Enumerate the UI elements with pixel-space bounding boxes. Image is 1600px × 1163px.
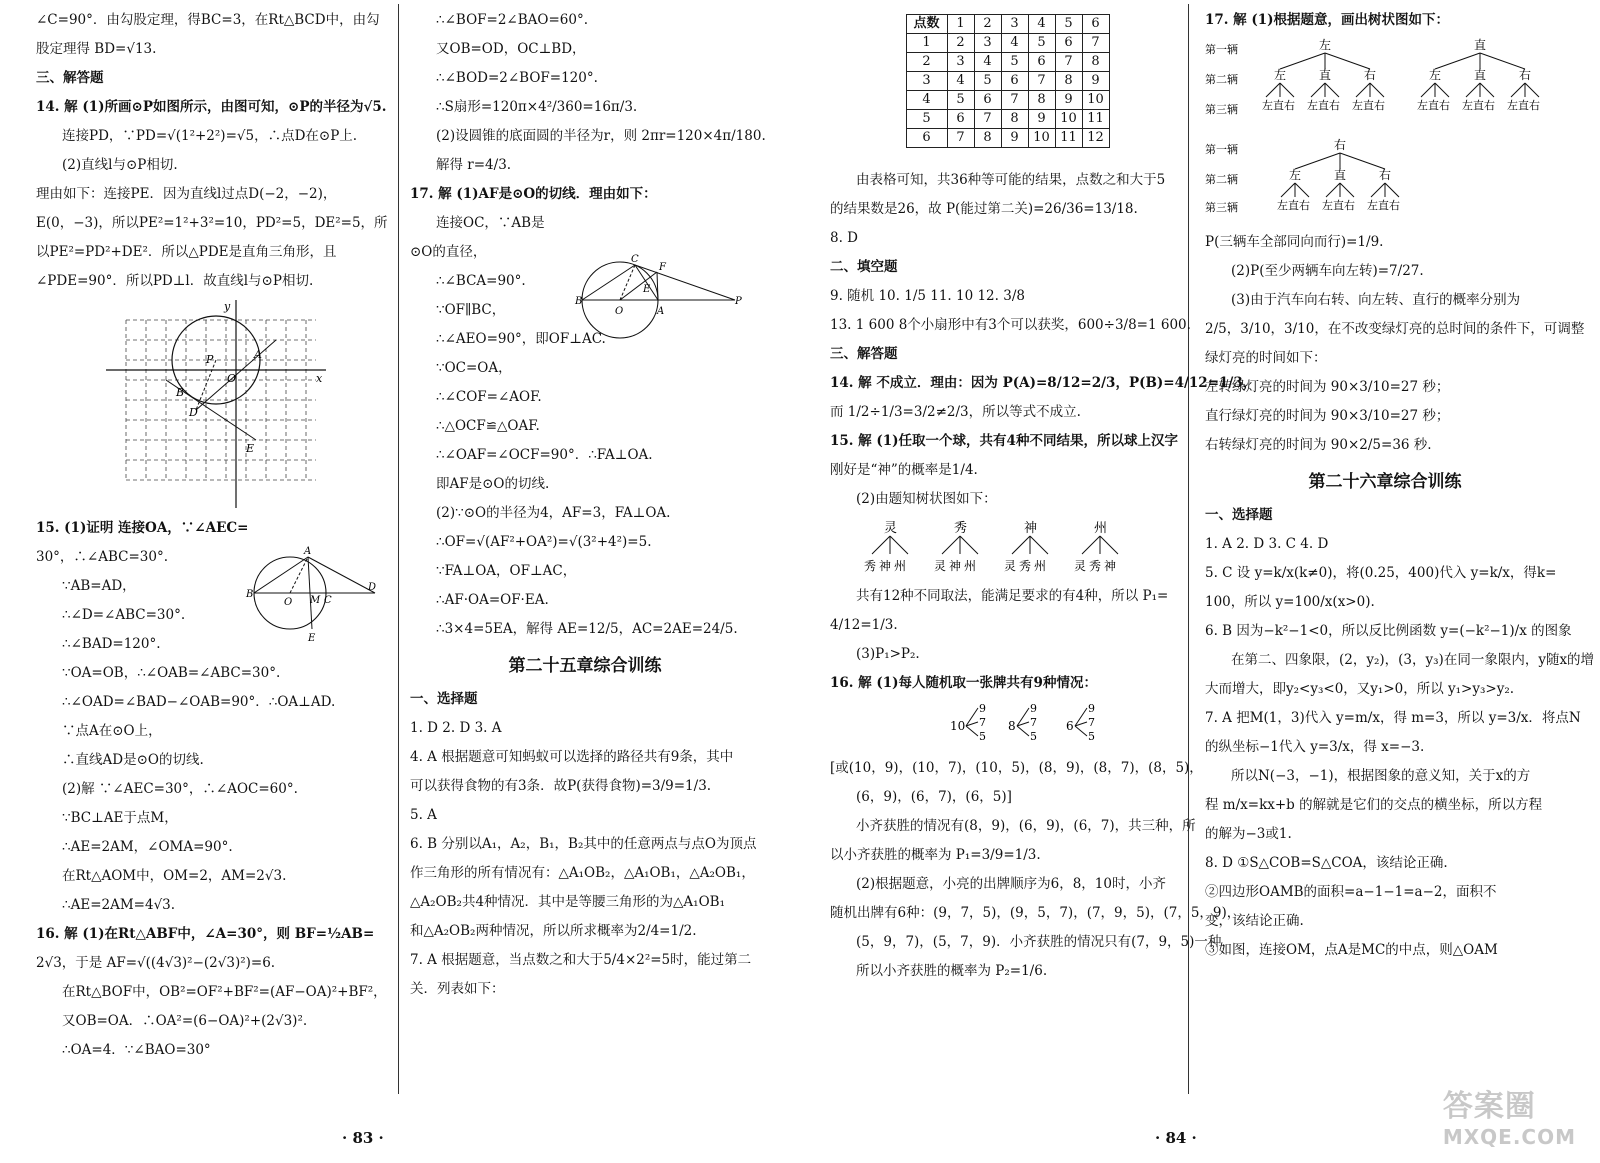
table-cell: 6	[947, 110, 974, 129]
text-line: 可以获得食物的有3条．故P(获得食物)=3/9=1/3.	[410, 778, 712, 794]
table-cell: 10	[1055, 110, 1082, 129]
text-line: 9. 随机 10. 1/5 11. 10 12. 3/8	[830, 288, 1025, 304]
row-label: 第三辆	[1205, 103, 1238, 116]
text-line: 4/12=1/3.	[830, 617, 898, 633]
right-column-2	[1205, 6, 1595, 965]
tree-branch	[942, 536, 960, 554]
text-line: ∴3×4=5EA，解得 AE=12/5，AC=2AE=24/5.	[436, 621, 738, 637]
svg-text:A: A	[254, 348, 262, 361]
table-cell: 11	[1055, 129, 1082, 148]
text-line: ∴∠OAD=∠BAD−∠OAB=90°．∴OA⊥AD.	[62, 694, 336, 710]
fork-branch	[1017, 726, 1029, 736]
text-line: ∴∠AEO=90°，即OF⊥AC.	[436, 331, 606, 347]
tree-branch	[1295, 183, 1309, 197]
figure-15-circle	[240, 545, 380, 645]
text-line: △A₂OB₂共4种情况．其中是等腰三角形的为△A₁OB₁	[410, 894, 725, 910]
tree-branch	[1281, 183, 1295, 197]
svg-text:B: B	[575, 296, 583, 307]
table-cell: 5	[1001, 53, 1028, 72]
text-line: ∵点A在⊙O上，	[62, 723, 162, 739]
svg-text:D: D	[368, 582, 377, 593]
text-line: 的解为−3或1.	[1205, 826, 1292, 842]
text-line: P(三辆车全部同向而行)=1/9.	[1205, 234, 1384, 250]
svg-text:A: A	[657, 306, 665, 317]
text-line: ∴∠COF=∠AOF.	[436, 389, 542, 405]
chapter-26-title: 第二十六章综合训练	[1308, 472, 1462, 492]
table-cell: 3	[906, 72, 947, 91]
tree-diagram-15	[830, 518, 1185, 578]
text-line: 所以小齐获胜的概率为 P₂=1/6.	[856, 963, 1048, 979]
fork-leaf: 9	[979, 702, 986, 715]
text-line: 16. 解 (1)每人随机取一张牌共有9种情况：	[830, 675, 1097, 691]
tree-branch	[1326, 183, 1340, 197]
svg-text:O: O	[284, 597, 293, 608]
svg-text:O: O	[227, 372, 237, 385]
table-cell: 4	[974, 53, 1001, 72]
table-cell: 6	[1028, 53, 1055, 72]
text-line: 的结果数是26，故 P(能过第二关)=26/36=13/18.	[830, 201, 1138, 217]
fork-leaf: 7	[1030, 716, 1037, 729]
text-line: (3)P₁>P₂.	[856, 646, 920, 662]
table-cell: 8	[1082, 53, 1109, 72]
table-cell: 3	[947, 53, 974, 72]
text-line: ∵AB=AD，	[62, 578, 136, 594]
fork-leaf: 9	[1088, 702, 1095, 715]
tree-node: 右	[1519, 68, 1532, 82]
text-line: 又OB=OD，OC⊥BD，	[436, 41, 586, 57]
text-line: 连接OC，∵AB是	[436, 215, 545, 231]
text-line: ∴AE=2AM=4√3.	[62, 897, 176, 913]
table-header-cell: 1	[947, 15, 974, 34]
table-cell: 2	[947, 34, 974, 53]
text-line: 三、解答题	[36, 70, 104, 86]
tree-leaves: 左直右	[1307, 99, 1340, 112]
text-line: 连接PD，∵PD=√(1²+2²)=√5，∴点D在⊙P上.	[62, 128, 358, 144]
tree-node: 神	[1024, 521, 1038, 536]
text-line: (2)根据题意，小亮的出牌顺序为6，8，10时，小齐	[856, 876, 1166, 892]
text-line: ∴△OCF≌△OAF.	[436, 418, 540, 434]
tree-branch	[1295, 153, 1340, 169]
text-line: 随机出牌有6种：(9，7，5)，(9，5，7)，(7，9，5)，(7，5，9)，	[830, 905, 1241, 921]
text-line: 以小齐获胜的概率为 P₁=3/9=1/3.	[830, 847, 1041, 863]
text-line: 16. 解 (1)在Rt△ABF中，∠A=30°，则 BF=½AB=	[36, 926, 375, 942]
fork-leaf: 5	[979, 730, 986, 743]
table-cell: 6	[1055, 34, 1082, 53]
table-cell: 4	[947, 72, 974, 91]
text-line: 又OB=OA．∴OA²=(6−OA)²+(2√3)².	[62, 1013, 308, 1029]
fork-leaf: 7	[1088, 716, 1095, 729]
tree-branch	[1371, 183, 1385, 197]
tree-branch	[1421, 83, 1435, 97]
text-line: 2√3，于是 AF=√((4√3)²−(2√3)²)=6.	[36, 955, 276, 971]
text-line: ∠C=90°．由勾股定理，得BC=3，在Rt△BCD中，由勾	[36, 12, 380, 28]
text-line: 7. A 把M(1，3)代入 y=m/x，得 m=3，所以 y=3/x．将点N	[1205, 710, 1581, 726]
text-line: 在Rt△AOM中，OM=2，AM=2√3.	[62, 868, 287, 884]
table-header-cell: 点数	[906, 15, 947, 34]
tree-leaves: 左直右	[1417, 99, 1450, 112]
tree-branch	[1280, 83, 1294, 97]
text-line: ∵OC=OA，	[436, 360, 512, 376]
tree-branch	[1340, 153, 1385, 169]
fork-branch	[966, 708, 978, 726]
text-line: 15. 解 (1)任取一个球，共有4种不同结果，所以球上汉字	[830, 433, 1178, 449]
tree-leaves: 左直右	[1262, 99, 1295, 112]
tree-branch	[1340, 183, 1354, 197]
svg-text:A: A	[304, 546, 312, 557]
text-line: 三、解答题	[830, 346, 898, 362]
text-line: 作三角形的所有情况有：△A₁OB₂，△A₁OB₁，△A₂OB₁，	[410, 865, 755, 881]
text-line: 程 m/x=kx+b 的解就是它们的交点的横坐标，所以方程	[1205, 797, 1543, 813]
svg-text:E: E	[308, 633, 316, 644]
svg-text:x: x	[316, 372, 323, 385]
left-column-2	[410, 6, 766, 1004]
svg-text:C: C	[631, 254, 639, 265]
svg-text:B: B	[176, 386, 185, 399]
tree-node: 左	[1319, 38, 1332, 52]
tree-branch	[1100, 536, 1118, 554]
table-cell: 12	[1082, 129, 1109, 148]
tree-branch	[1480, 53, 1525, 69]
tree-branch	[1385, 183, 1399, 197]
text-line: ⊙O的直径，	[410, 244, 487, 260]
text-line: 共有12种不同取法，能满足要求的有4种，所以 P₁=	[856, 588, 1169, 604]
text-line: ∴AE=2AM，∠OMA=90°.	[62, 839, 233, 855]
text-line: ∴AF·OA=OF·EA.	[436, 592, 549, 608]
text-line: (2)直线l与⊙P相切.	[62, 157, 178, 173]
tree-node: 秀	[954, 521, 968, 536]
text-line: 关．列表如下：	[410, 981, 505, 997]
fork-leaf: 7	[979, 716, 986, 729]
table-cell: 7	[1028, 72, 1055, 91]
text-line: ∴∠BOD=2∠BOF=120°.	[436, 70, 598, 86]
table-row	[906, 110, 1109, 129]
row-label: 第一辆	[1205, 43, 1238, 56]
text-line: ∵OF∥BC，	[436, 302, 506, 318]
text-line: [或(10，9)，(10，7)，(10，5)，(8，9)，(8，7)，(8，5)，	[830, 760, 1203, 776]
table-cell: 7	[974, 110, 1001, 129]
text-line: 5. C 设 y=k/x(k≠0)，将(0.25，400)代入 y=k/x，得k=	[1205, 565, 1557, 581]
table-row	[906, 53, 1109, 72]
text-line: 二、填空题	[830, 259, 898, 275]
tree-branch	[872, 536, 890, 554]
table-cell: 3	[974, 34, 1001, 53]
right-page	[810, 0, 1600, 1163]
text-line: 1. A 2. D 3. C 4. D	[1205, 536, 1329, 552]
text-line: 由表格可知，共36种等可能的结果，点数之和大于5	[856, 172, 1166, 188]
table-cell: 8	[1001, 110, 1028, 129]
text-line: 刚好是“神”的概率是1/4.	[830, 462, 978, 478]
table-cell: 7	[1001, 91, 1028, 110]
tree-branch	[890, 536, 908, 554]
watermark-logo: 答案圈 MXQE.COM	[1442, 1089, 1576, 1149]
text-line: ∵FA⊥OA，OF⊥AC，	[436, 563, 577, 579]
svg-text:F: F	[659, 262, 666, 273]
table-cell: 10	[1082, 91, 1109, 110]
table-cell: 7	[1082, 34, 1109, 53]
tree-leaves: 灵神州	[934, 559, 980, 573]
text-line: ∴∠BAD=120°.	[62, 636, 161, 652]
column-divider	[398, 4, 399, 1094]
tree-leaves: 左直右	[1462, 99, 1495, 112]
table-cell: 6	[974, 91, 1001, 110]
tree-leaves: 左直右	[1367, 199, 1400, 212]
table-row	[906, 91, 1109, 110]
table-cell: 6	[906, 129, 947, 148]
tree-leaves: 左直右	[1352, 99, 1385, 112]
row-label: 第一辆	[1205, 143, 1238, 156]
text-line: ∵BC⊥AE于点M，	[62, 810, 178, 826]
fork-branch	[1075, 726, 1087, 736]
text-line: ∴∠D=∠ABC=30°.	[62, 607, 186, 623]
fork-leaf: 5	[1088, 730, 1095, 743]
text-line: 大而增大，即y₂<y₃<0，又y₁>0，所以 y₁>y₃>y₂.	[1205, 681, 1515, 697]
tree-branch	[1325, 53, 1370, 69]
table-cell: 8	[1055, 72, 1082, 91]
text-line: 17. 解 (1)AF是⊙O的切线．理由如下：	[410, 186, 657, 202]
row-label: 第二辆	[1205, 73, 1238, 86]
table-cell: 8	[974, 129, 1001, 148]
text-line: 以PE²=PD²+DE²．所以△PDE是直角三角形，且	[36, 244, 337, 260]
text-line: 而 1/2÷1/3=3/2≠2/3，所以等式不成立.	[830, 404, 1081, 420]
text-line: 14. 解 (1)所画⊙P如图所示，由图可知，⊙P的半径为√5.	[36, 99, 387, 115]
text-line: 6. B 分别以A₁，A₂，B₁，B₂其中的任意两点与点O为顶点	[410, 836, 757, 852]
fork-leaf: 9	[1030, 702, 1037, 715]
tree-branch	[1311, 83, 1325, 97]
tree-branch	[1012, 536, 1030, 554]
text-line: ∴OA=4．∵∠BAO=30°	[62, 1042, 211, 1058]
text-line: 一、选择题	[410, 691, 478, 707]
svg-text:C: C	[324, 595, 332, 606]
text-line: ∴S扇形=120π×4²/360=16π/3.	[436, 99, 638, 115]
table-cell: 9	[1055, 91, 1082, 110]
tree-leaves: 灵秀神	[1074, 559, 1120, 573]
table-header-cell: 4	[1028, 15, 1055, 34]
text-line: 变，该结论正确.	[1205, 913, 1304, 929]
tree-node: 州	[1094, 521, 1108, 536]
table-cell: 4	[906, 91, 947, 110]
text-line: 5. A	[410, 807, 437, 823]
text-line: 30°，∴∠ABC=30°.	[36, 549, 169, 565]
svg-text:M: M	[310, 595, 321, 606]
table-cell: 8	[1028, 91, 1055, 110]
svg-text:P: P	[735, 296, 742, 307]
tree-node: 直	[1334, 168, 1347, 182]
text-line: ∴∠BCA=90°.	[436, 273, 526, 289]
left-page	[0, 0, 790, 1163]
text-line: 一、选择题	[1205, 507, 1273, 523]
tree-node: 直	[1474, 68, 1487, 82]
text-line: 的纵坐标−1代入 y=3/x，得 x=−3.	[1205, 739, 1425, 755]
svg-text:O: O	[615, 306, 624, 317]
figure-14-coordinate-grid	[36, 300, 388, 510]
text-line: 即AF是⊙O的切线.	[436, 476, 550, 492]
tree-leaves: 秀神州	[864, 559, 910, 573]
table-header-cell: 2	[974, 15, 1001, 34]
q17-head: 17. 解 (1)根据题意，画出树状图如下：	[1205, 12, 1450, 28]
tree-node: 直	[1319, 68, 1332, 82]
tree-branch	[1325, 83, 1339, 97]
page-number-83: · 83 ·	[342, 1129, 384, 1147]
text-line: 7. A 根据题意，当点数之和大于5/4×2²=5时，能过第二	[410, 952, 752, 968]
tree-node: 右	[1364, 68, 1377, 82]
text-line: 和△A₂OB₂两种情况，所以所求概率为2/4=1/2.	[410, 923, 697, 939]
tree-branch	[960, 536, 978, 554]
table-cell: 7	[1055, 53, 1082, 72]
text-line: 股定理得 BD=√13.	[36, 41, 157, 57]
fork-root: 8	[1008, 719, 1016, 733]
text-line: 解得 r=4/3.	[436, 157, 512, 173]
tree-node: 直	[1474, 38, 1487, 52]
text-line: 100，所以 y=100/x(x>0).	[1205, 594, 1375, 610]
text-line: ②四边形OAMB的面积=a−1−1=a−2，面积不	[1205, 884, 1497, 900]
tree-branch	[1466, 83, 1480, 97]
text-line: (2)由题知树状图如下：	[856, 491, 997, 507]
tree-node: 左	[1274, 68, 1287, 82]
table-cell: 9	[1028, 110, 1055, 129]
text-line: 1. D 2. D 3. A	[410, 720, 502, 736]
fork-leaf: 5	[1030, 730, 1037, 743]
svg-text:P: P	[206, 353, 214, 366]
dice-sum-table	[830, 14, 1185, 162]
fork-root: 10	[950, 719, 966, 733]
table-cell: 5	[1028, 34, 1055, 53]
tree-diagram-17	[1205, 39, 1565, 224]
table-row	[906, 72, 1109, 91]
tree-node: 左	[1289, 168, 1302, 182]
text-line: ∴∠BOF=2∠BAO=60°.	[436, 12, 588, 28]
text-line: 6. B 因为−k²−1<0，所以反比例函数 y=(−k²−1)/x 的图象	[1205, 623, 1572, 639]
text-line: 绿灯亮的时间如下：	[1205, 350, 1327, 366]
text-line: (6，9)，(6，7)，(6，5)]	[856, 789, 1012, 805]
text-line: ∴OF=√(AF²+OA²)=√(3²+4²)=5.	[436, 534, 652, 550]
table-cell: 6	[1001, 72, 1028, 91]
table-row	[906, 34, 1109, 53]
svg-text:E: E	[643, 284, 651, 295]
text-line: ∠PDE=90°．所以PD⊥l．故直线l与⊙P相切.	[36, 273, 314, 289]
text-line: 小齐获胜的情况有(8，9)，(6，9)，(6，7)，共三种，所	[856, 818, 1196, 834]
table-cell: 5	[947, 91, 974, 110]
text-line: ③如图，连接OM，点A是MC的中点，则△OAM	[1205, 942, 1498, 958]
text-line: 15. (1)证明 连接OA，∵∠AEC=	[36, 520, 249, 536]
text-line: E(0，−3)，所以PE²=1²+3²=10，PD²=5，DE²=5，所	[36, 215, 388, 231]
text-line: (2)∵⊙O的半径为4，AF=3，FA⊥OA.	[436, 505, 671, 521]
text-line: (2)设圆锥的底面圆的半径为r，则 2πr=120×4π/180.	[436, 128, 766, 144]
table-header-cell: 6	[1082, 15, 1109, 34]
tree-branch	[1370, 83, 1384, 97]
tree-leaves: 左直右	[1277, 199, 1310, 212]
text-line: ∵OA=OB，∴∠OAB=∠ABC=30°.	[62, 665, 281, 681]
table-header-cell: 5	[1055, 15, 1082, 34]
table-cell: 9	[1082, 72, 1109, 91]
tree-branch	[1511, 83, 1525, 97]
text-line: ∴∠OAF=∠OCF=90°．∴FA⊥OA.	[436, 447, 653, 463]
tree-leaves: 左直右	[1507, 99, 1540, 112]
text-line: 直行绿灯亮的时间为 90×3/10=27 秒；	[1205, 408, 1450, 424]
text-line: 左转绿灯亮的时间为 90×3/10=27 秒；	[1205, 379, 1450, 395]
table-header-cell: 3	[1001, 15, 1028, 34]
row-label: 第二辆	[1205, 173, 1238, 186]
tree-branch	[1435, 83, 1449, 97]
tree-branch	[1525, 83, 1539, 97]
left-column-1	[36, 6, 388, 1065]
table-cell: 4	[1001, 34, 1028, 53]
fork-branch	[1017, 708, 1029, 726]
tree-node: 左	[1429, 68, 1442, 82]
table-cell: 10	[1028, 129, 1055, 148]
table-cell: 11	[1082, 110, 1109, 129]
table-cell: 9	[1001, 129, 1028, 148]
fork-diagram-16	[830, 702, 1185, 750]
page-number-84: · 84 ·	[1155, 1129, 1197, 1147]
svg-text:B: B	[246, 589, 254, 600]
fork-branch	[966, 726, 978, 736]
text-line: 4. A 根据题意可知蚂蚁可以选择的路径共有9条，其中	[410, 749, 734, 765]
table-row	[906, 129, 1109, 148]
text-line: 在Rt△BOF中，OB²=OF²+BF²=(AF−OA)²+BF²，	[62, 984, 387, 1000]
tree-leaves: 左直右	[1322, 199, 1355, 212]
text-line: 理由如下：连接PE．因为直线l过点D(−2，−2)，	[36, 186, 337, 202]
fork-branch	[1075, 708, 1087, 726]
text-line: 右转绿灯亮的时间为 90×2/5=36 秒.	[1205, 437, 1432, 453]
text-line: ∴直线AD是⊙O的切线.	[62, 752, 204, 768]
text-line: (2)解 ∵∠AEC=30°，∴∠AOC=60°.	[62, 781, 298, 797]
table-cell: 2	[906, 53, 947, 72]
text-line: (3)由于汽车向右转、向左转、直行的概率分别为	[1231, 292, 1521, 308]
fork-root: 6	[1066, 719, 1074, 733]
svg-text:y: y	[224, 300, 231, 313]
text-line: 14. 解 不成立．理由：因为 P(A)=8/12=2/3，P(B)=4/12=1/3，	[830, 375, 1257, 391]
text-line: 8. D ①S△COB=S△COA，该结论正确.	[1205, 855, 1448, 871]
tree-branch	[1356, 83, 1370, 97]
tree-node: 右	[1334, 138, 1347, 152]
svg-text:E: E	[246, 442, 255, 455]
tree-branch	[1030, 536, 1048, 554]
table-cell: 1	[906, 34, 947, 53]
tree-branch	[1480, 83, 1494, 97]
svg-text:D: D	[189, 406, 198, 419]
text-line: 2/5，3/10，3/10，在不改变绿灯亮的总时间的条件下，可调整	[1205, 321, 1585, 337]
text-line: 所以N(−3，−1)，根据图象的意义知，关于x的方	[1231, 768, 1531, 784]
table-cell: 7	[947, 129, 974, 148]
figure-17-circle	[575, 252, 745, 342]
tree-branch	[1280, 53, 1325, 69]
tree-leaves: 灵秀州	[1004, 559, 1050, 573]
text-line: (5，9，7)，(5，7，9)．小齐获胜的情况只有(7，9，5)一种，	[856, 934, 1235, 950]
text-line: 8. D	[830, 230, 858, 246]
text-line: 13. 1 600 8个小扇形中有3个可以获奖，600÷3/8=1 600.	[830, 317, 1191, 333]
row-label: 第三辆	[1205, 201, 1238, 214]
tree-branch	[1435, 53, 1480, 69]
tree-node: 灵	[884, 521, 898, 536]
text-line: 在第二、四象限，(2，y₂)，(3，y₃)在同一象限内，y随x的增	[1231, 652, 1595, 668]
table-cell: 5	[974, 72, 1001, 91]
tree-branch	[1266, 83, 1280, 97]
table-cell: 5	[906, 110, 947, 129]
chapter-25-title: 第二十五章综合训练	[508, 656, 662, 676]
tree-node: 右	[1379, 168, 1392, 182]
tree-branch	[1082, 536, 1100, 554]
text-line: (2)P(至少两辆车向左转)=7/27.	[1231, 263, 1424, 279]
